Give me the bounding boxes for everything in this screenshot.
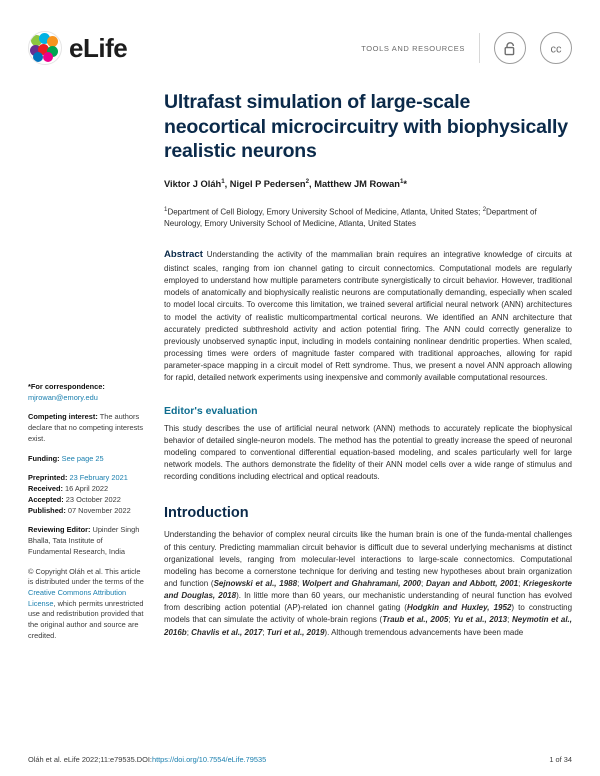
published-date: 07 November 2022 bbox=[67, 505, 131, 515]
article-main bbox=[164, 90, 572, 651]
intro-sep-4: ; bbox=[448, 615, 454, 625]
intro-text-d: ). Although tremendous advancements have been made bbox=[324, 627, 524, 637]
reviewing-editor-block bbox=[28, 525, 146, 557]
intro-ref-1[interactable]: Sejnowski et al., 1988 bbox=[213, 578, 298, 588]
intro-ref-4[interactable]: Kriegeskorte and Douglas, 2018 bbox=[164, 578, 573, 601]
intro-sep-1: ; bbox=[297, 578, 303, 588]
footer-doi-link[interactable]: https://doi.org/10.7554/eLife.79535 bbox=[151, 755, 267, 764]
accepted-row bbox=[28, 495, 146, 506]
affiliations: $^1$Department of Cell Biology, Emory University School of Medicine, Atlanta, United States; $^2$Department of Neurology, Emory University School of Medicine, Atlanta, United States bbox=[164, 205, 537, 229]
elife-logo-text: eLife bbox=[69, 32, 128, 63]
footer-citation: Oláh et al. eLife 2022;11:e79535. bbox=[28, 755, 137, 764]
reviewing-editor-name: Upinder Singh Bhalla, Tata Institute of Fundamental Research, India bbox=[28, 525, 140, 556]
competing-interest-heading: Competing interest: bbox=[28, 412, 98, 422]
article-body bbox=[28, 90, 572, 651]
reviewing-editor-heading: Reviewing Editor: bbox=[28, 525, 91, 535]
copyright-block bbox=[28, 567, 146, 642]
intro-sep-2: ; bbox=[421, 578, 427, 588]
copyright-text-a: © Copyright Oláh et al. This article is distributed under the terms of the bbox=[28, 566, 144, 587]
intro-ref-7[interactable]: Yu et al., 2013 bbox=[453, 615, 508, 625]
intro-sep-5: ; bbox=[507, 615, 513, 625]
abstract-section bbox=[164, 248, 572, 384]
intro-sep-7: ; bbox=[262, 627, 267, 637]
correspondence-heading: *For correspondence: bbox=[28, 382, 105, 391]
received-row bbox=[28, 484, 146, 495]
intro-text-a: Understanding the behavior of complex neural circuits like the human brain is one of the funda-mental challenges of this century. Predicting mammalian circuit behavior is difficult due to several underlying mechanisms at distinct organizational levels, ranging from molecular-level interactions to large-scale connectomics. Computational modeling has become a cornerstone technique for deriving and testing new hypotheses about brain organization and function ( bbox=[164, 530, 572, 588]
intro-text-c: ) to constructing models that can simulate the activity of whole-brain regions ( bbox=[164, 603, 573, 625]
received-label: Received: bbox=[28, 484, 63, 494]
editors-evaluation-text: This study describes the use of artificial neural network (ANN) methods to accurately replicate the biophysical behavior of detailed single-neuron models. The method has the potential to greatly increase the speed of neuronal modeling compared to conventional differential equation-based modeling, and scales particularly well for large network models. The authors demonstrate the fidelity of their ANN model cells over a wide range of stimulus and recording conditions including electrical and optical readouts. bbox=[164, 423, 572, 482]
preprinted-label: Preprinted: bbox=[28, 473, 68, 483]
publication-dates-block bbox=[28, 473, 146, 516]
article-sidebar bbox=[28, 90, 146, 651]
intro-ref-8[interactable]: Neymotin et al., 2016b bbox=[164, 615, 573, 637]
published-row bbox=[28, 506, 146, 517]
intro-text-b: ). In little more than 60 years, our mechanistic understanding of neural function has evolved from describing action potential (AP)-related ion channel gating ( bbox=[164, 591, 573, 613]
svg-text:cc: cc bbox=[550, 43, 562, 56]
funding-link[interactable]: See page 25 bbox=[61, 453, 104, 463]
intro-sep-6: ; bbox=[186, 627, 192, 637]
intro-ref-3[interactable]: Dayan and Abbott, 2001 bbox=[426, 578, 519, 588]
abstract-text: Understanding the activity of the mammalian brain requires an integrative knowledge of circuits at distinct scales, ranging from ion channel gating to circuit connectomics. Computational models are regularly employed to understand how multiple parameters contribute synergistically to circuit behavior. However, traditional models of anatomically and biophysically realistic neurons are computationally demanding, especially when scaled to model local circuits. To overcome this limitation, we trained several artificial neural network (ANN) architectures to model the activity of realistic multicompartmental cortical neurons. We identified an ANN architecture that accurately predicted subthreshold activity and action potential firing. The ANN could correctly generalize to previously unobserved synaptic input, including in models containing nonlinear dendritic properties. When scaled, processing times were orders of magnitude faster compared with traditional approaches, allowing for rapid parameter-space mapping in a circuit model of Rett syndrome. Thus, we present a novel ANN approach allowing for rapid, detailed network experiments using inexpensive and commonly available computational resources. bbox=[164, 250, 572, 383]
intro-ref-5[interactable]: Hodgkin and Huxley, 1952 bbox=[406, 603, 512, 613]
page-footer bbox=[28, 755, 572, 764]
competing-interest-text: The authors declare that no competing interests exist. bbox=[28, 412, 144, 443]
published-label: Published: bbox=[28, 505, 66, 515]
intro-ref-6[interactable]: Traub et al., 2005 bbox=[382, 615, 449, 625]
header-right bbox=[361, 32, 572, 64]
footer-page-count: 1 of 34 bbox=[549, 755, 572, 764]
intro-ref-10[interactable]: Turi et al., 2019 bbox=[266, 627, 325, 637]
competing-interest-block bbox=[28, 412, 146, 444]
footer-doi-label: DOI: bbox=[136, 755, 152, 764]
intro-ref-9[interactable]: Chavlis et al., 2017 bbox=[191, 627, 263, 637]
funding-heading: Funding: bbox=[28, 453, 60, 463]
editors-evaluation-heading: Editor's evaluation bbox=[164, 404, 258, 417]
correspondence-block bbox=[28, 382, 146, 403]
page-title: Ultrafast simulation of large-scale neocortical microcircuitry with biophysically realistic neurons bbox=[164, 91, 568, 163]
preprinted-date[interactable]: 23 February 2021 bbox=[69, 473, 128, 483]
preprinted-row bbox=[28, 473, 146, 484]
abstract-heading: Abstract bbox=[164, 249, 203, 261]
elife-logo-mark-icon bbox=[28, 31, 62, 65]
correspondence-email[interactable]: mjrowan@emory.edu bbox=[28, 392, 98, 402]
author-list: Viktor J Oláh$^1$, Nigel P Pedersen$^2$, Matthew JM Rowan$^1$* bbox=[164, 177, 408, 189]
accepted-label: Accepted: bbox=[28, 494, 64, 504]
introduction-heading: Introduction bbox=[164, 505, 249, 522]
page-header bbox=[28, 22, 572, 74]
copyright-text-b: , which permits unrestricted use and redistribution provided that the original author and source are credited. bbox=[28, 598, 144, 640]
lock-open-icon[interactable] bbox=[494, 32, 526, 64]
intro-sep-3: ; bbox=[518, 578, 524, 588]
article-section-tag: TOOLS AND RESOURCES bbox=[361, 33, 480, 63]
accepted-date: 23 October 2022 bbox=[65, 494, 121, 504]
creative-commons-icon[interactable] bbox=[540, 32, 572, 64]
intro-ref-2[interactable]: Wolpert and Ghahramani, 2000 bbox=[302, 578, 421, 588]
introduction-paragraph bbox=[164, 529, 572, 638]
copyright-license-link[interactable]: Creative Commons Attribution License bbox=[28, 588, 127, 608]
funding-block bbox=[28, 454, 146, 465]
received-date: 16 April 2022 bbox=[64, 484, 109, 494]
elife-logo[interactable] bbox=[28, 31, 127, 65]
